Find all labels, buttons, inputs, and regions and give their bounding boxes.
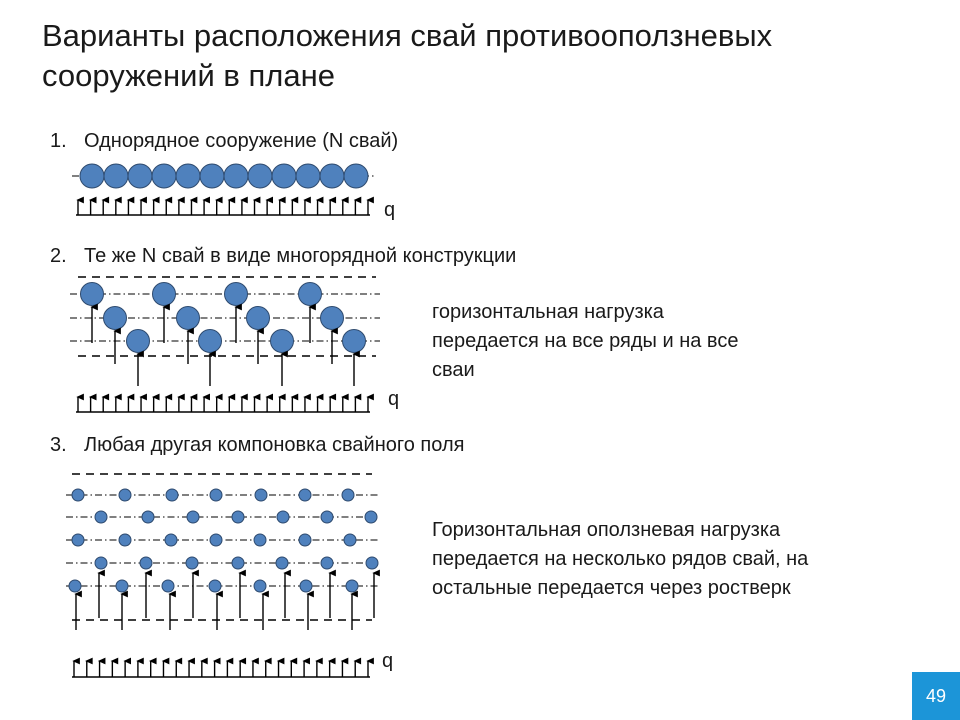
scheme-3-pile	[119, 489, 131, 501]
scheme-3-pile	[140, 557, 152, 569]
scheme-3-pile-field	[66, 474, 380, 677]
scheme-3-pile	[365, 511, 377, 523]
scheme-3-pile	[210, 489, 222, 501]
scheme-3-pile	[186, 557, 198, 569]
scheme-2-pile	[225, 283, 248, 306]
note-scheme-3: Горизонтальная оползневая нагрузка передается на несколько рядов свай, на остальные передается через ростверк	[432, 519, 809, 599]
scheme-3-pile	[277, 511, 289, 523]
note-scheme-2: горизонтальная нагрузка передается на все ряды и на все сваи	[432, 301, 739, 381]
scheme-3-pile	[210, 534, 222, 546]
scheme-2-pile	[177, 307, 200, 330]
scheme-1-single-row	[72, 164, 376, 215]
scheme-2-pile	[153, 283, 176, 306]
scheme-1-pile	[344, 164, 368, 188]
scheme-3-pile	[142, 511, 154, 523]
scheme-1-pile	[320, 164, 344, 188]
scheme-3-pile	[344, 534, 356, 546]
scheme-3-pile	[346, 580, 358, 592]
scheme-2-pile	[343, 330, 366, 353]
item-1-text: Однорядное сооружение (N свай)	[84, 130, 399, 152]
scheme-3-pile	[232, 557, 244, 569]
scheme-2-pile	[247, 307, 270, 330]
scheme-1-pile	[200, 164, 224, 188]
page-title: Варианты расположения свай противооползневых сооружений в плане	[42, 18, 773, 93]
scheme-2-multi-row	[70, 277, 380, 412]
scheme-3-pile	[342, 489, 354, 501]
scheme-3-pile	[299, 534, 311, 546]
scheme-1-pile	[248, 164, 272, 188]
load-label-1: q	[384, 199, 396, 221]
item-2-number: 2.	[50, 245, 67, 267]
scheme-1-pile	[224, 164, 248, 188]
load-label-3: q	[382, 650, 394, 672]
scheme-3-pile	[232, 511, 244, 523]
item-3-text: Любая другая компоновка свайного поля	[84, 434, 465, 456]
scheme-3-pile	[300, 580, 312, 592]
page-number-badge: 49	[912, 672, 960, 720]
scheme-3-pile	[69, 580, 81, 592]
scheme-3-pile	[321, 511, 333, 523]
scheme-3-pile	[95, 557, 107, 569]
scheme-2-pile	[81, 283, 104, 306]
scheme-3-pile	[187, 511, 199, 523]
scheme-3-pile	[276, 557, 288, 569]
scheme-1-pile	[296, 164, 320, 188]
scheme-3-pile	[162, 580, 174, 592]
scheme-2-pile	[104, 307, 127, 330]
scheme-2-pile	[271, 330, 294, 353]
scheme-3-pile	[255, 489, 267, 501]
scheme-3-pile	[254, 534, 266, 546]
scheme-3-pile	[72, 534, 84, 546]
scheme-2-pile	[127, 330, 150, 353]
load-label-2: q	[388, 388, 400, 410]
scheme-3-pile	[366, 557, 378, 569]
item-1-number: 1.	[50, 130, 67, 152]
scheme-1-pile	[272, 164, 296, 188]
item-3-number: 3.	[50, 434, 67, 456]
scheme-3-pile	[321, 557, 333, 569]
scheme-1-pile	[104, 164, 128, 188]
scheme-3-pile	[95, 511, 107, 523]
scheme-3-pile	[166, 489, 178, 501]
scheme-2-pile	[199, 330, 222, 353]
scheme-3-pile	[119, 534, 131, 546]
scheme-3-pile	[72, 489, 84, 501]
scheme-1-pile	[152, 164, 176, 188]
scheme-2-pile	[321, 307, 344, 330]
scheme-3-pile	[209, 580, 221, 592]
item-2-text: Те же N свай в виде многорядной конструкции	[84, 245, 517, 267]
scheme-3-pile	[254, 580, 266, 592]
scheme-3-pile	[299, 489, 311, 501]
scheme-1-pile	[80, 164, 104, 188]
scheme-2-pile	[299, 283, 322, 306]
scheme-1-pile	[128, 164, 152, 188]
scheme-1-pile	[176, 164, 200, 188]
scheme-3-pile	[116, 580, 128, 592]
scheme-3-pile	[165, 534, 177, 546]
